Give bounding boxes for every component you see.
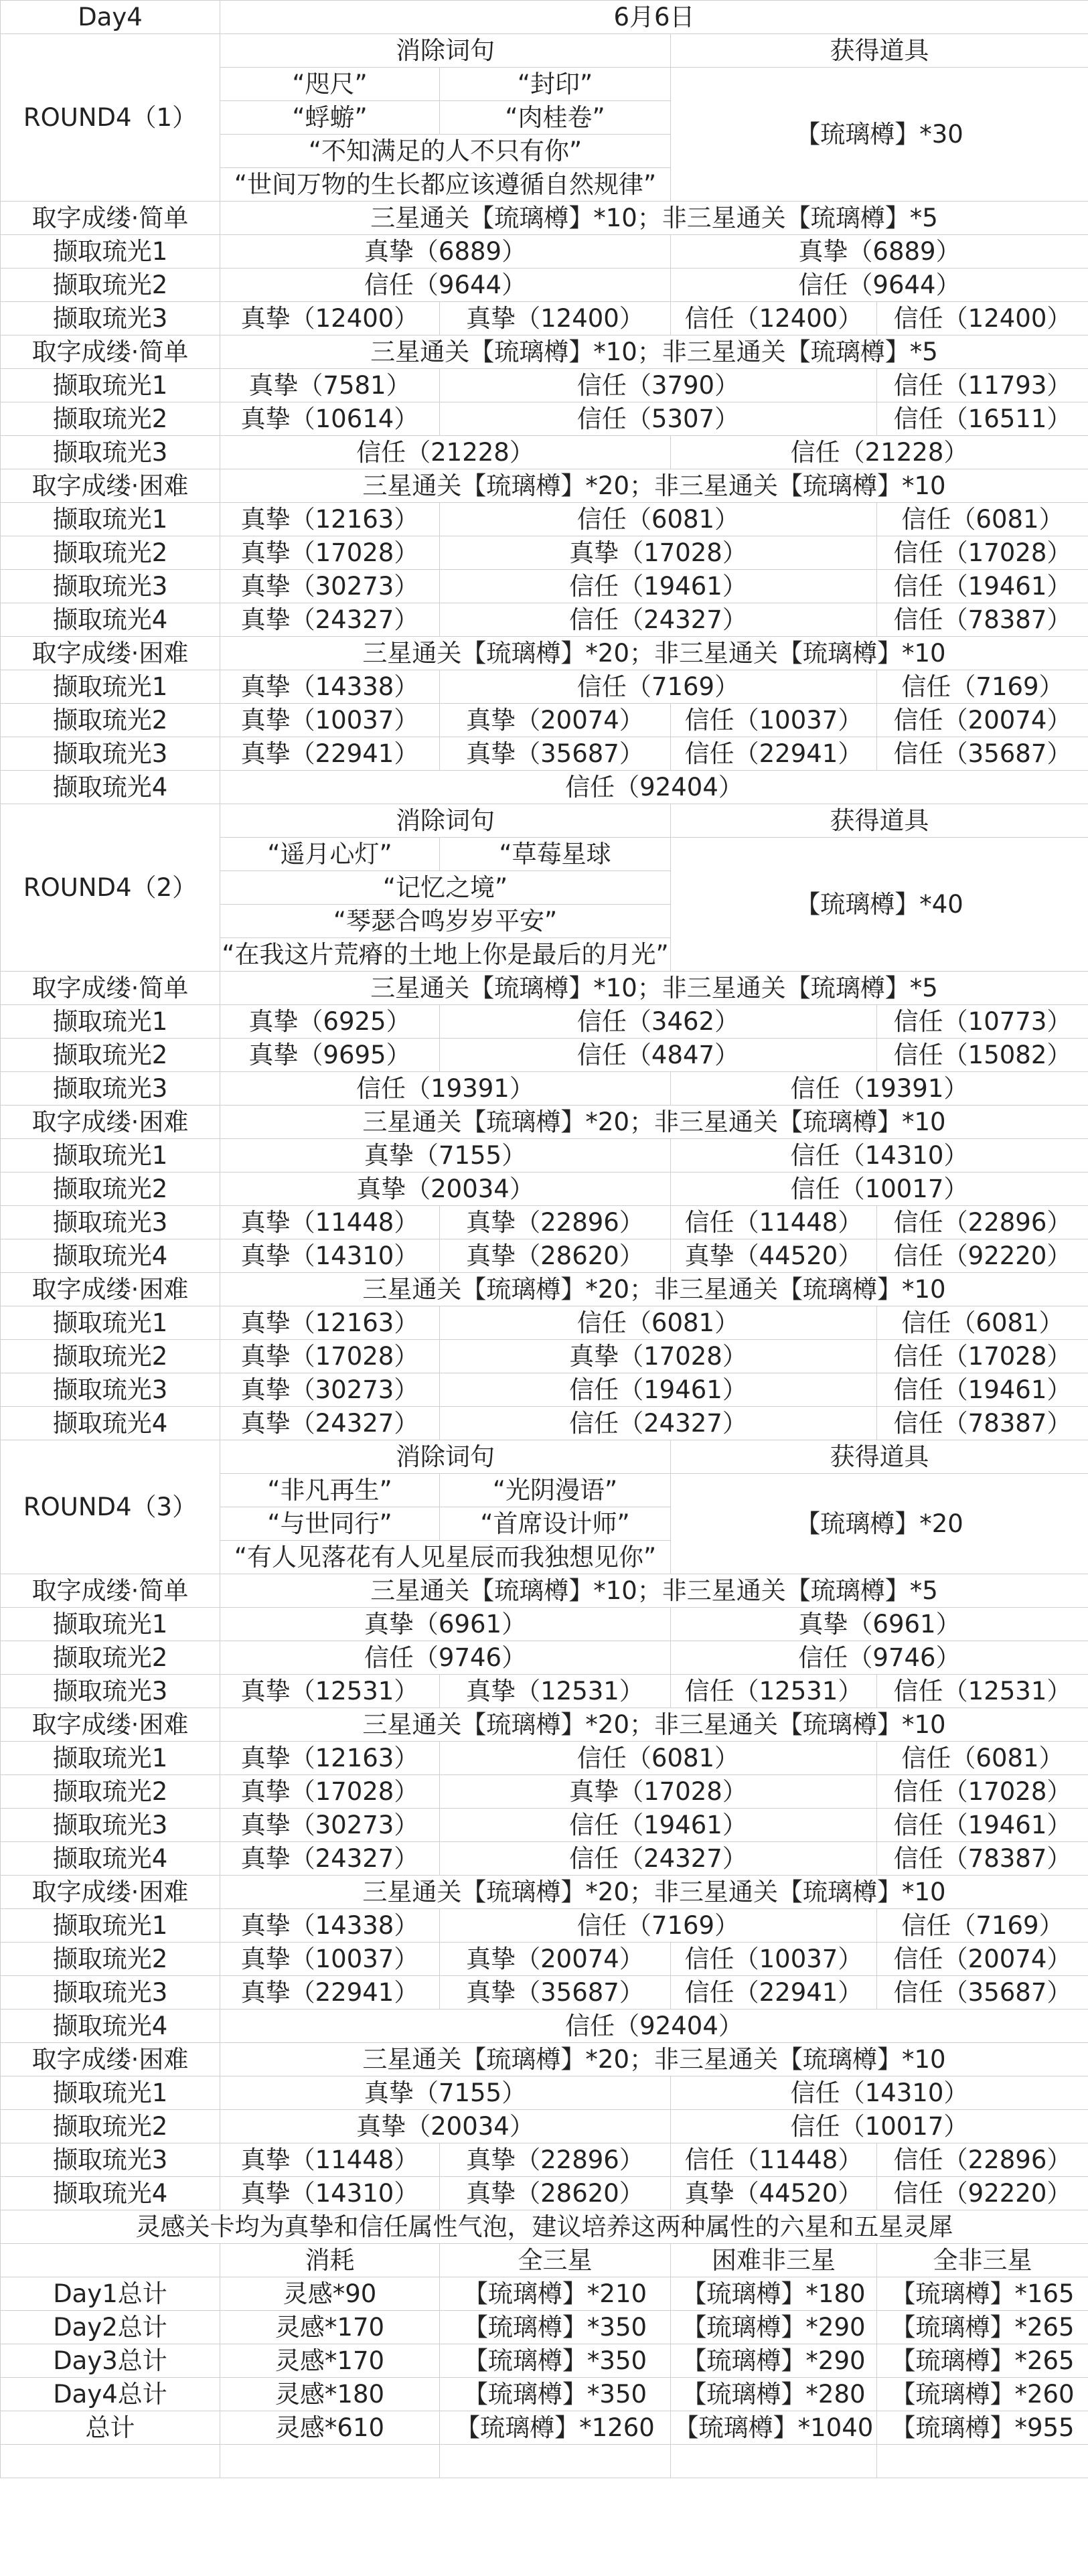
bubble-value: 信任（19461） [440,1809,877,1842]
light-label: 撷取琉光2 [1,2110,220,2143]
stage-hard-label: 取字成缕·困难 [1,637,220,670]
bubble-value: 真挚（12400） [440,302,671,335]
stage-reward: 三星通关【琉璃樽】*10；非三星通关【琉璃樽】*5 [220,972,1088,1005]
empty-row [1,2445,1088,2478]
bubble-value: 真挚（17028） [220,536,440,570]
bubble-value: 真挚（30273） [220,1373,440,1407]
stage-reward: 三星通关【琉璃樽】*20；非三星通关【琉璃樽】*10 [220,637,1088,670]
summary-hard-non-three-star: 【琉璃樽】*290 [671,2311,877,2344]
bubble-value: 真挚（22896） [440,2143,671,2177]
bubble-value: 信任（10017） [671,2110,1088,2143]
bubble-value: 信任（78387） [877,1407,1088,1440]
light-label: 撷取琉光1 [1,1139,220,1172]
light-label: 撷取琉光4 [1,1842,220,1876]
round-header-row [1,1440,1088,1474]
bubble-value: 真挚（6961） [671,1608,1088,1641]
remove-words-header: 消除词句 [220,34,671,68]
bubble-value: 信任（9746） [220,1641,671,1675]
stage-reward: 三星通关【琉璃樽】*20；非三星通关【琉璃樽】*10 [220,2043,1088,2076]
round-reward: 【琉璃樽】*30 [671,68,1088,202]
stage-hard-label: 取字成缕·困难 [1,1106,220,1139]
bubble-value: 真挚（28620） [440,2177,671,2210]
light-label: 撷取琉光2 [1,1039,220,1072]
bubble-value: 真挚（11448） [220,1206,440,1239]
bubble-value: 信任（14310） [671,2076,1088,2110]
bubble-value: 真挚（6961） [220,1608,671,1641]
word-phrase: “有人见落花有人见星辰而我独想见你” [220,1541,671,1574]
bubble-value: 信任（7169） [877,670,1088,704]
light-label: 撷取琉光3 [1,1072,220,1106]
word-phrase: “封印” [440,68,671,101]
light-label: 撷取琉光3 [1,1675,220,1708]
bubble-value: 信任（16511） [877,402,1088,436]
light-label: 撷取琉光4 [1,771,220,804]
light-label: 撷取琉光2 [1,704,220,737]
get-items-header: 获得道具 [671,804,1088,838]
bubble-value: 信任（92404） [220,2010,1088,2043]
stage-reward: 三星通关【琉璃樽】*10；非三星通关【琉璃樽】*5 [220,335,1088,369]
bubble-value: 信任（6081） [440,1306,877,1340]
summary-all-non-three-star: 【琉璃樽】*265 [877,2311,1088,2344]
summary-hard-non-three-star: 【琉璃樽】*280 [671,2378,877,2411]
word-phrase: “非凡再生” [220,1474,440,1507]
light-label: 撷取琉光3 [1,737,220,771]
summary-hard-non-three-star: 【琉璃樽】*1040 [671,2411,877,2445]
summary-row [1,2411,1088,2445]
bubble-value: 真挚（30273） [220,1809,440,1842]
light-label: 撷取琉光3 [1,302,220,335]
word-phrase: “不知满足的人不只有你” [220,135,671,168]
bubble-value: 真挚（12163） [220,1742,440,1775]
bubble-value: 信任（19461） [440,1373,877,1407]
light-label: 撷取琉光2 [1,536,220,570]
stage-hard-label: 取字成缕·困难 [1,1708,220,1742]
remove-words-header: 消除词句 [220,804,671,838]
bubble-value: 真挚（14338） [220,1909,440,1943]
stage-hard-label: 取字成缕·困难 [1,1876,220,1909]
summary-header: 全非三星 [877,2244,1088,2277]
light-label: 撷取琉光3 [1,570,220,603]
bubble-value: 信任（19461） [877,1809,1088,1842]
bubble-value: 真挚（10037） [220,1943,440,1976]
summary-label: Day3总计 [1,2344,220,2378]
bubble-value: 信任（4847） [440,1039,877,1072]
word-phrase: “蜉蝣” [220,101,440,135]
summary-header: 全三星 [440,2244,671,2277]
bubble-value: 真挚（28620） [440,1239,671,1273]
summary-all-three-star: 【琉璃樽】*350 [440,2344,671,2378]
word-phrase: “世间万物的生长都应该遵循自然规律” [220,168,671,202]
bubble-value: 信任（19391） [671,1072,1088,1106]
bubble-value: 真挚（10614） [220,402,440,436]
stage-reward: 三星通关【琉璃樽】*10；非三星通关【琉璃樽】*5 [220,202,1088,235]
summary-row [1,2344,1088,2378]
stage-reward: 三星通关【琉璃樽】*20；非三星通关【琉璃樽】*10 [220,1106,1088,1139]
summary-all-three-star: 【琉璃樽】*210 [440,2277,671,2311]
get-items-header: 获得道具 [671,34,1088,68]
bubble-value: 真挚（14310） [220,2177,440,2210]
word-phrase: “草莓星球 [440,838,671,871]
light-label: 撷取琉光1 [1,1909,220,1943]
bubble-value: 信任（24327） [440,1842,877,1876]
bubble-value: 真挚（20034） [220,2110,671,2143]
bubble-value: 信任（10037） [671,1943,877,1976]
light-label: 撷取琉光1 [1,1306,220,1340]
bubble-value: 信任（9746） [671,1641,1088,1675]
bubble-value: 信任（3790） [440,369,877,402]
bubble-value: 真挚（30273） [220,570,440,603]
bubble-value: 真挚（20034） [220,1172,671,1206]
summary-all-non-three-star: 【琉璃樽】*265 [877,2344,1088,2378]
bubble-value: 信任（12531） [877,1675,1088,1708]
day-label: Day4 [1,1,220,34]
light-label: 撷取琉光1 [1,1005,220,1039]
summary-hard-non-three-star: 【琉璃樽】*180 [671,2277,877,2311]
bubble-value: 真挚（12531） [220,1675,440,1708]
bubble-value: 信任（6081） [440,503,877,536]
word-phrase: “肉桂卷” [440,101,671,135]
bubble-value: 信任（22896） [877,1206,1088,1239]
bubble-value: 信任（11448） [671,1206,877,1239]
bubble-value: 真挚（17028） [440,1340,877,1373]
bubble-value: 信任（7169） [440,670,877,704]
light-label: 撷取琉光4 [1,603,220,637]
light-label: 撷取琉光3 [1,436,220,469]
bubble-value: 真挚（12531） [440,1675,671,1708]
bubble-value: 信任（78387） [877,603,1088,637]
summary-header-row [1,2244,1088,2277]
summary-cost: 灵感*170 [220,2311,440,2344]
bubble-value: 真挚（12163） [220,1306,440,1340]
bubble-value: 真挚（22941） [220,737,440,771]
round-header-row [1,804,1088,838]
bubble-value: 信任（11448） [671,2143,877,2177]
light-label: 撷取琉光1 [1,369,220,402]
summary-cost: 灵感*90 [220,2277,440,2311]
summary-cost: 灵感*170 [220,2344,440,2378]
bubble-value: 信任（92404） [220,771,1088,804]
word-phrase: “记忆之境” [220,871,671,905]
summary-row [1,2277,1088,2311]
date-label: 6月6日 [220,1,1088,34]
bubble-value: 真挚（24327） [220,1407,440,1440]
bubble-value: 真挚（17028） [440,536,877,570]
summary-all-non-three-star: 【琉璃樽】*955 [877,2411,1088,2445]
remove-words-header: 消除词句 [220,1440,671,1474]
bubble-value: 真挚（17028） [220,1340,440,1373]
bubble-value: 真挚（6925） [220,1005,440,1039]
summary-row [1,2378,1088,2411]
light-label: 撷取琉光1 [1,2076,220,2110]
bubble-value: 信任（22896） [877,2143,1088,2177]
bubble-value: 信任（12400） [671,302,877,335]
bubble-value: 信任（24327） [440,1407,877,1440]
bubble-value: 信任（92220） [877,2177,1088,2210]
stage-easy-label: 取字成缕·简单 [1,335,220,369]
bubble-value: 真挚（7581） [220,369,440,402]
bubble-value: 真挚（20074） [440,1943,671,1976]
bubble-value: 信任（6081） [877,503,1088,536]
round-title: ROUND4（3） [1,1440,220,1574]
light-label: 撷取琉光4 [1,1239,220,1273]
bubble-value: 信任（19461） [877,1373,1088,1407]
stage-hard-label: 取字成缕·困难 [1,469,220,503]
summary-cost: 灵感*180 [220,2378,440,2411]
light-label: 撷取琉光1 [1,235,220,269]
round-header-row [1,34,1088,68]
summary-all-non-three-star: 【琉璃樽】*260 [877,2378,1088,2411]
tip-note: 灵感关卡均为真挚和信任属性气泡，建议培养这两种属性的六星和五星灵犀 [1,2210,1088,2244]
stage-hard-label: 取字成缕·困难 [1,2043,220,2076]
bubble-value: 信任（10037） [671,704,877,737]
round-reward: 【琉璃樽】*40 [671,838,1088,972]
bubble-value: 真挚（10037） [220,704,440,737]
light-label: 撷取琉光3 [1,2143,220,2177]
word-phrase: “光阴漫语” [440,1474,671,1507]
bubble-value: 真挚（24327） [220,603,440,637]
get-items-header: 获得道具 [671,1440,1088,1474]
summary-all-three-star: 【琉璃樽】*1260 [440,2411,671,2445]
bubble-value: 真挚（11448） [220,2143,440,2177]
summary-label: Day1总计 [1,2277,220,2311]
bubble-value: 真挚（12400） [220,302,440,335]
bubble-value: 信任（17028） [877,1775,1088,1809]
stage-reward: 三星通关【琉璃樽】*20；非三星通关【琉璃樽】*10 [220,1273,1088,1306]
light-label: 撷取琉光1 [1,1742,220,1775]
bubble-value: 信任（24327） [440,603,877,637]
stage-reward: 三星通关【琉璃樽】*20；非三星通关【琉璃樽】*10 [220,469,1088,503]
bubble-value: 信任（3462） [440,1005,877,1039]
summary-all-non-three-star: 【琉璃樽】*165 [877,2277,1088,2311]
summary-all-three-star: 【琉璃樽】*350 [440,2311,671,2344]
light-label: 撷取琉光2 [1,1340,220,1373]
word-phrase: “遥月心灯” [220,838,440,871]
light-label: 撷取琉光4 [1,1407,220,1440]
summary-label: Day2总计 [1,2311,220,2344]
summary-label: 总计 [1,2411,220,2445]
bubble-value: 信任（21228） [220,436,671,469]
bubble-value: 信任（6081） [440,1742,877,1775]
bubble-value: 真挚（24327） [220,1842,440,1876]
bubble-value: 真挚（22896） [440,1206,671,1239]
bubble-value: 信任（22941） [671,737,877,771]
light-label: 撷取琉光1 [1,670,220,704]
bubble-value: 真挚（7155） [220,1139,671,1172]
bubble-value: 信任（10773） [877,1005,1088,1039]
stage-reward: 三星通关【琉璃樽】*10；非三星通关【琉璃樽】*5 [220,1574,1088,1608]
bubble-value: 信任（7169） [877,1909,1088,1943]
stage-easy-label: 取字成缕·简单 [1,972,220,1005]
bubble-value: 信任（9644） [671,269,1088,302]
bubble-value: 信任（12531） [671,1675,877,1708]
bubble-value: 信任（78387） [877,1842,1088,1876]
summary-header: 消耗 [220,2244,440,2277]
bubble-value: 信任（19391） [220,1072,671,1106]
bubble-value: 真挚（14338） [220,670,440,704]
stage-easy-label: 取字成缕·简单 [1,202,220,235]
bubble-value: 真挚（20074） [440,704,671,737]
summary-corner [1,2244,220,2277]
bubble-value: 真挚（6889） [671,235,1088,269]
bubble-value: 真挚（7155） [220,2076,671,2110]
bubble-value: 信任（9644） [220,269,671,302]
light-label: 撷取琉光2 [1,1641,220,1675]
round-title: ROUND4（1） [1,34,220,202]
bubble-value: 真挚（22941） [220,1976,440,2010]
bubble-value: 真挚（44520） [671,2177,877,2210]
bubble-value: 信任（6081） [877,1306,1088,1340]
word-phrase: “首席设计师” [440,1507,671,1541]
summary-label: Day4总计 [1,2378,220,2411]
bubble-value: 信任（20074） [877,704,1088,737]
bubble-value: 信任（17028） [877,536,1088,570]
light-label: 撷取琉光4 [1,2010,220,2043]
bubble-value: 信任（22941） [671,1976,877,2010]
summary-hard-non-three-star: 【琉璃樽】*290 [671,2344,877,2378]
bubble-value: 真挚（14310） [220,1239,440,1273]
bubble-value: 真挚（12163） [220,503,440,536]
bubble-value: 信任（17028） [877,1340,1088,1373]
bubble-value: 信任（7169） [440,1909,877,1943]
summary-all-three-star: 【琉璃樽】*350 [440,2378,671,2411]
summary-row [1,2311,1088,2344]
light-label: 撷取琉光3 [1,1809,220,1842]
bubble-value: 信任（15082） [877,1039,1088,1072]
bubble-value: 真挚（6889） [220,235,671,269]
light-label: 撷取琉光2 [1,1943,220,1976]
bubble-value: 真挚（17028） [440,1775,877,1809]
bubble-value: 信任（19461） [877,570,1088,603]
bubble-value: 信任（20074） [877,1943,1088,1976]
light-label: 撷取琉光1 [1,1608,220,1641]
bubble-value: 信任（92220） [877,1239,1088,1273]
header-row [1,1,1088,34]
bubble-value: 真挚（9695） [220,1039,440,1072]
stage-reward: 三星通关【琉璃樽】*20；非三星通关【琉璃樽】*10 [220,1876,1088,1909]
light-label: 撷取琉光3 [1,1206,220,1239]
light-label: 撷取琉光4 [1,2177,220,2210]
light-label: 撷取琉光2 [1,1775,220,1809]
word-phrase: “琴瑟合鸣岁岁平安” [220,905,671,938]
stage-hard-label: 取字成缕·困难 [1,1273,220,1306]
summary-cost: 灵感*610 [220,2411,440,2445]
light-label: 撷取琉光2 [1,402,220,436]
stage-easy-label: 取字成缕·简单 [1,1574,220,1608]
light-label: 撷取琉光3 [1,1976,220,2010]
word-phrase: “与世同行” [220,1507,440,1541]
summary-header: 困难非三星 [671,2244,877,2277]
bubble-value: 真挚（35687） [440,737,671,771]
bubble-value: 信任（12400） [877,302,1088,335]
round-title: ROUND4（2） [1,804,220,972]
bubble-value: 真挚（35687） [440,1976,671,2010]
stage-reward: 三星通关【琉璃樽】*20；非三星通关【琉璃樽】*10 [220,1708,1088,1742]
light-label: 撷取琉光1 [1,503,220,536]
light-label: 撷取琉光2 [1,1172,220,1206]
bubble-value: 信任（11793） [877,369,1088,402]
bubble-value: 信任（6081） [877,1742,1088,1775]
word-phrase: “在我这片荒瘠的土地上你是最后的月光” [220,938,671,972]
bubble-value: 真挚（44520） [671,1239,877,1273]
word-phrase: “咫尺” [220,68,440,101]
light-label: 撷取琉光3 [1,1373,220,1407]
bubble-value: 真挚（17028） [220,1775,440,1809]
bubble-value: 信任（10017） [671,1172,1088,1206]
bubble-value: 信任（35687） [877,1976,1088,2010]
bubble-value: 信任（19461） [440,570,877,603]
round-reward: 【琉璃樽】*20 [671,1474,1088,1574]
bubble-value: 信任（5307） [440,402,877,436]
bubble-value: 信任（21228） [671,436,1088,469]
bubble-value: 信任（14310） [671,1139,1088,1172]
bubble-value: 信任（35687） [877,737,1088,771]
light-label: 撷取琉光2 [1,269,220,302]
